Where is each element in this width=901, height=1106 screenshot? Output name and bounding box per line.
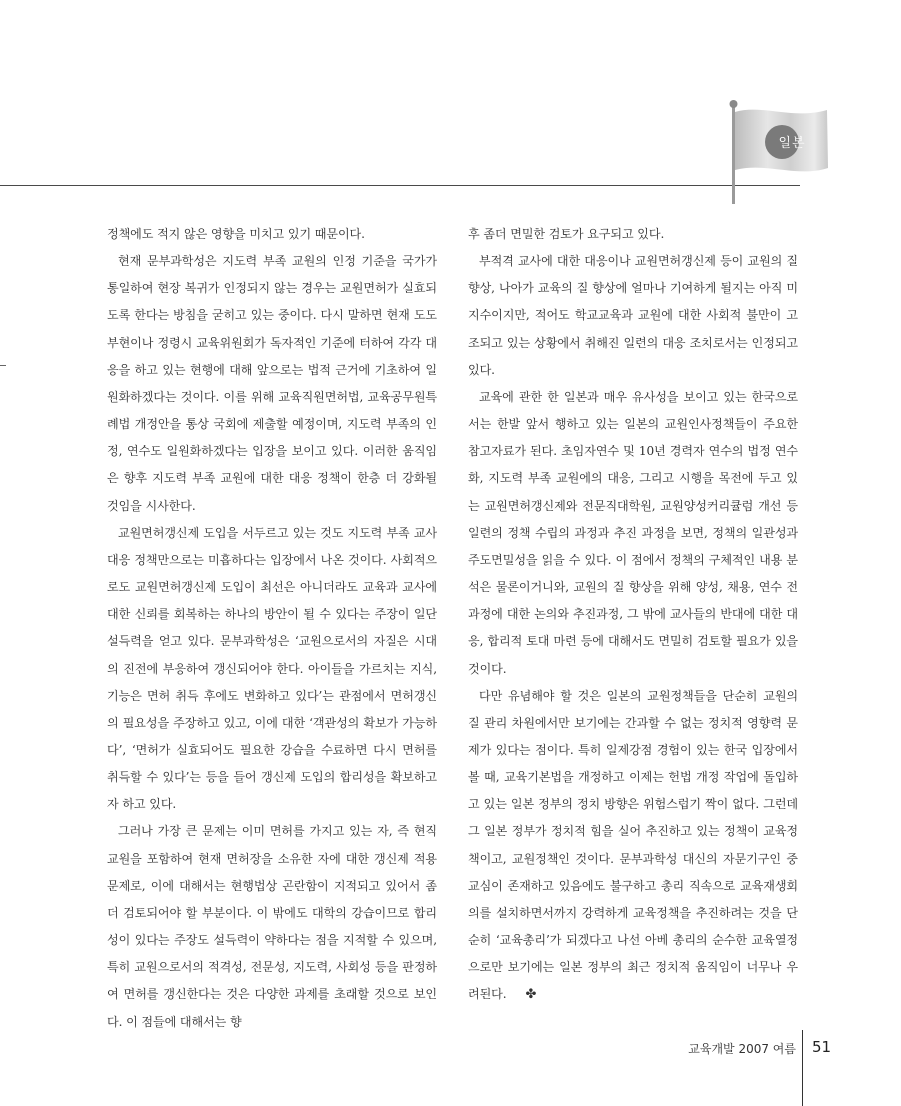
paragraph: 부적격 교사에 대한 대응이나 교원면허갱신제 등이 교원의 질 향상, 나아가 교육의 질 향상에 얼마나 기여하게 될지는 아직 미지수이지만, 적어도 학교교육과 교원에 대한 사회적 불만이 고조되고 있는 상황에서 취해진 일련의 대응 조치로서는 인정되고 있다. bbox=[468, 254, 798, 377]
paragraph: 현재 문부과학성은 지도력 부족 교원의 인정 기준을 국가가 통일하여 현장 복귀가 인정되지 않는 경우는 교원면허가 실효되도록 한다는 방침을 굳히고 있는 중이다. 다시 말하면 현재 도도부현이나 정령시 교육위원회가 독자적인 기준에 터하여 각각 대응을 하고 있는 현행에 대해 앞으로는 법적 근거에 기초하여 일원화하겠다는 것이다. 이를 위해 교육직원면허법, 교육공무원특례법 개정안을 통상 국회에 제출할 예정이며, 지도력 부족의 인정, 연수도 일원화하겠다는 입장을 보이고 있다. 이러한 움직임은 향후 지도력 부족 교원에 대한 대응 정책이 한층 더 강화될 것임을 시사한다. bbox=[107, 254, 437, 513]
end-of-article-icon: ✤ bbox=[525, 987, 537, 1003]
paragraph: 교원면허갱신제 도입을 서두르고 있는 것도 지도력 부족 교사 대응 정책만으로는 미흡하다는 입장에서 나온 것이다. 사회적으로도 교원면허갱신제 도입이 최선은 아니더라도 교육과 교사에 대한 신뢰를 회복하는 하나의 방안이 될 수 있다는 주장이 일단 설득력을 얻고 있다. 문부과학성은 ‘교원으로서의 자질은 시대의 진전에 부응하여 갱신되어야 한다. 아이들을 가르치는 지식, 기능은 면허 취득 후에도 변화하고 있다’는 관점에서 면허갱신의 필요성을 주장하고 있고, 이에 대한 ‘객관성의 확보가 가능하다’, ‘면허가 실효되어도 필요한 강습을 수료하면 다시 면허를 취득할 수 있다’는 등을 들어 갱신제 도입의 합리성을 확보하고자 하고 있다. bbox=[107, 525, 437, 812]
paragraph: 그러나 가장 큰 문제는 이미 면허를 가지고 있는 자, 즉 현직교원을 포함하여 현재 면허장을 소유한 자에 대한 갱신제 적용 문제로, 이에 대해서는 현행법상 곤란함이 지적되고 있어서 좀더 검토되어야 할 부분이다. 이 밖에도 대학의 강습이므로 합리성이 있다는 주장도 설득력이 약하다는 점을 지적할 수 있으며, 특히 교원으로서의 적격성, 전문성, 지도력, 사회성 등을 판정하여 면허를 갱신한다는 것은 다양한 과제를 초래할 것으로 보인다. 이 점들에 대해서는 향 bbox=[107, 824, 437, 1029]
flag-icon bbox=[722, 96, 842, 206]
header-rule bbox=[0, 185, 800, 186]
paragraph: 후 좀더 면밀한 검토가 요구되고 있다. bbox=[468, 227, 665, 241]
paragraph-text: 다만 유념해야 할 것은 일본의 교원정책들을 단순히 교원의 질 관리 차원에서만 보기에는 간과할 수 없는 정치적 영향력 문제가 있다는 점이다. 특히 일제강점 경험이 있는 한국 입장에서 볼 때, 교육기본법을 개정하고 이제는 헌법 개정 작업에 돌입하고 있는 일본 정부의 정치 방향은 위험스럽기 짝이 없다. 그런데 그 일본 정부가 정치적 힘을 실어 추진하고 있는 정책이 교육정책이고, 교원정책인 것이다. 문부과학성 대신의 자문기구인 중교심이 존재하고 있음에도 불구하고 총리 직속으로 교육재생회의를 설치하면서까지 강력하게 교육정책을 추진하려는 것을 단순히 ‘교육총리’가 되겠다고 나선 아베 총리의 순수한 교육열정으로만 보기에는 일본 정부의 최근 정치적 움직임이 너무나 우려된다. bbox=[468, 688, 798, 1002]
page-number: 51 bbox=[812, 1038, 832, 1056]
crop-mark bbox=[0, 365, 6, 366]
paragraph: 정책에도 적지 않은 영향을 미치고 있기 때문이다. bbox=[107, 227, 365, 241]
footer-publication: 교육개발 2007 여름 bbox=[688, 1042, 796, 1056]
right-column bbox=[468, 221, 798, 1009]
paragraph-final bbox=[468, 683, 798, 1009]
japan-flag-section-tab bbox=[722, 96, 842, 206]
section-tab-label: 일본 bbox=[778, 136, 806, 151]
footer-divider bbox=[802, 1030, 803, 1106]
left-column bbox=[107, 221, 437, 1036]
paragraph: 교육에 관한 한 일본과 매우 유사성을 보이고 있는 한국으로서는 한발 앞서 행하고 있는 일본의 교원인사정책들이 주요한 참고자료가 된다. 초임자연수 및 10년 경력자 연수의 법정 연수화, 지도력 부족 교원에의 대응, 그리고 시행을 목전에 두고 있는 교원면허갱신제와 전문직대학원, 교원양성커리큘럼 개선 등 일련의 정책 수립의 과정과 추진 과정을 보면, 정책의 일관성과 주도면밀성을 읽을 수 있다. 이 점에서 정책의 구체적인 내용 분석은 물론이거니와, 교원의 질 향상을 위해 양성, 채용, 연수 전 과정에 대한 논의와 추진과정, 그 밖에 교사들의 반대에 대한 대응, 합리적 토대 마련 등에 대해서도 면밀히 검토할 필요가 있을 것이다. bbox=[468, 389, 798, 676]
